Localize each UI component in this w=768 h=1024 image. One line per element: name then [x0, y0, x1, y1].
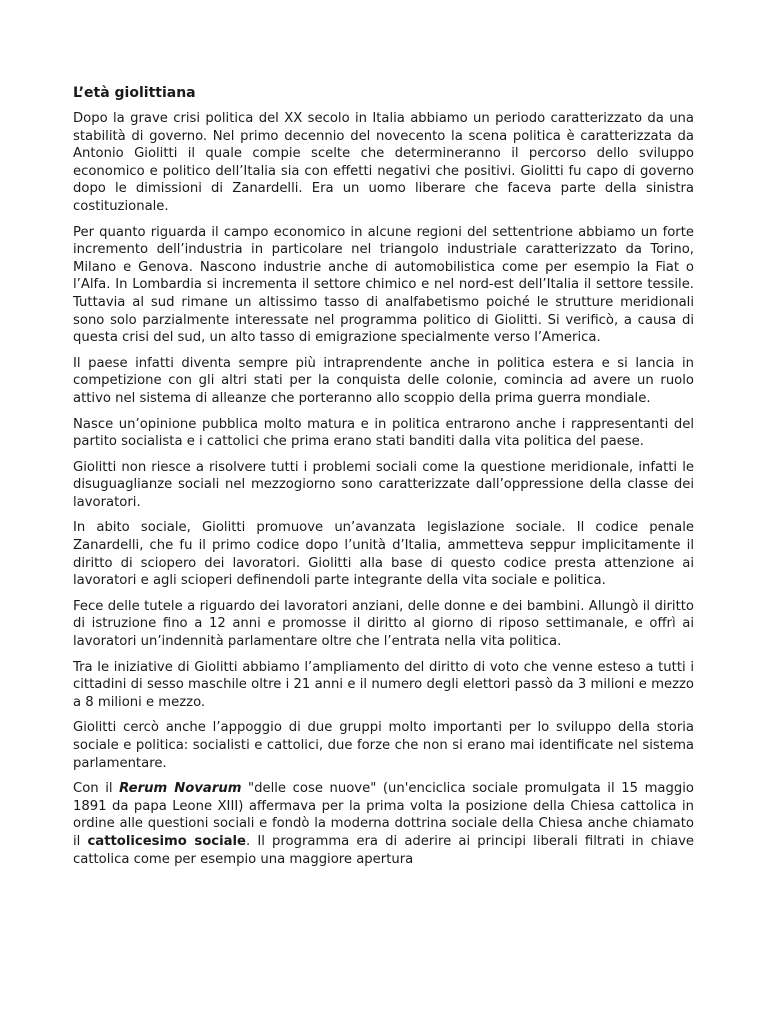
document-title: L’età giolittiana: [73, 85, 196, 101]
paragraph-3: Il paese infatti diventa sempre più intraprendente anche in politica estera e si lancia in competizione con gli altri stati per la conquista delle colonie, comincia ad avere un ruolo attivo nel sistema di alleanze che porteranno allo scoppio della prima guerra mondiale.: [73, 355, 694, 406]
paragraph-10-part3: . Il programma era di aderire ai principi liberali filtrati in chiave cattolica come per esempio una maggiore apertura: [73, 833, 694, 867]
paragraph-10-part1: Con il: [73, 781, 120, 797]
document-page: [73, 84, 694, 1024]
paragraph-6: In abito sociale, Giolitti promuove un’avanzata legislazione sociale. Il codice penale Zanardelli, che fu il primo codice dopo l’unità d’Italia, ammetteva seppur implicitamente il diritto di sciopero dei lavoratori. Giolitti alla base di questo codice presta attenzione ai lavoratori e agli scioperi definendoli parte integrante della vita sociale e politica.: [73, 520, 694, 589]
paragraph-1: Dopo la grave crisi politica del XX secolo in Italia abbiamo un periodo caratterizzato da una stabilità di governo. Nel primo decennio del novecento la scena politica è caratterizzata da Antonio Giolitti il quale compie scelte che determineranno il percorso dello sviluppo economico e politico dell’Italia sia con effetti negativi che positivi. Giolitti fu capo di governo dopo le dimissioni di Zanardelli. Era un uomo liberare che faceva parte della sinistra costituzionale.: [73, 111, 694, 214]
rerum-novarum-term: Rerum Novarum: [119, 781, 242, 797]
paragraph-8: Tra le iniziative di Giolitti abbiamo l’ampliamento del diritto di voto che venne esteso a tutti i cittadini di sesso maschile oltre i 21 anni e il numero degli elettori passò da 3 milioni e mezzo a 8 milioni e mezzo.: [73, 659, 694, 710]
paragraph-7: Fece delle tutele a riguardo dei lavoratori anziani, delle donne e dei bambini. Allungò il diritto di istruzione fino a 12 anni e promosse il diritto al giorno di riposo settimanale, e offrì ai lavoratori un’indennità parlamentare oltre che l’entrata nella vita politica.: [73, 598, 694, 650]
paragraph-4: Nasce un’opinione pubblica molto matura e in politica entrarono anche i rappresentanti del partito socialista e i cattolici che prima erano stati banditi dalla vita politica del paese.: [73, 416, 694, 450]
paragraph-9: Giolitti cercò anche l’appoggio di due gruppi molto importanti per lo sviluppo della storia sociale e politica: socialisti e cattolici, due forze che non si erano mai identificate nel sistema parlamentare.: [73, 720, 694, 771]
paragraph-10-part2: "delle cose nuove" (un'enciclica sociale promulgata il 15 maggio 1891 da papa Leone XIII) affermava per la prima volta la posizione della Chiesa cattolica in ordine alle questioni sociali e fondò la moderna dottrina sociale della Chiesa anche chiamato il: [73, 781, 694, 849]
paragraph-2: Per quanto riguarda il campo economico in alcune regioni del settentrione abbiamo un forte incremento dell’industria in particolare nel triangolo industriale caratterizzato da Torino, Milano e Genova. Nascono industrie anche di automobilistica come per esempio la Fiat o l’Alfa. In Lombardia si incrementa il settore chimico e nel nord-est dell’Italia il settore tessile. Tuttavia al sud rimane un altissimo tasso di analfabetismo poiché le strutture meridionali sono solo parzialmente interessate nel programma politico di Giolitti. Si verificò, a causa di questa crisi del sud, un alto tasso di emigrazione specialmente verso l’America.: [73, 224, 694, 346]
paragraph-5: Giolitti non riesce a risolvere tutti i problemi sociali come la questione meridionale, infatti le disuguaglianze sociali nel mezzogiorno sono caratterizzate dall’oppressione della classe dei lavoratori.: [73, 459, 694, 510]
paragraph-10: [73, 780, 694, 868]
cattolicesimo-sociale-term: cattolicesimo sociale: [87, 833, 246, 849]
